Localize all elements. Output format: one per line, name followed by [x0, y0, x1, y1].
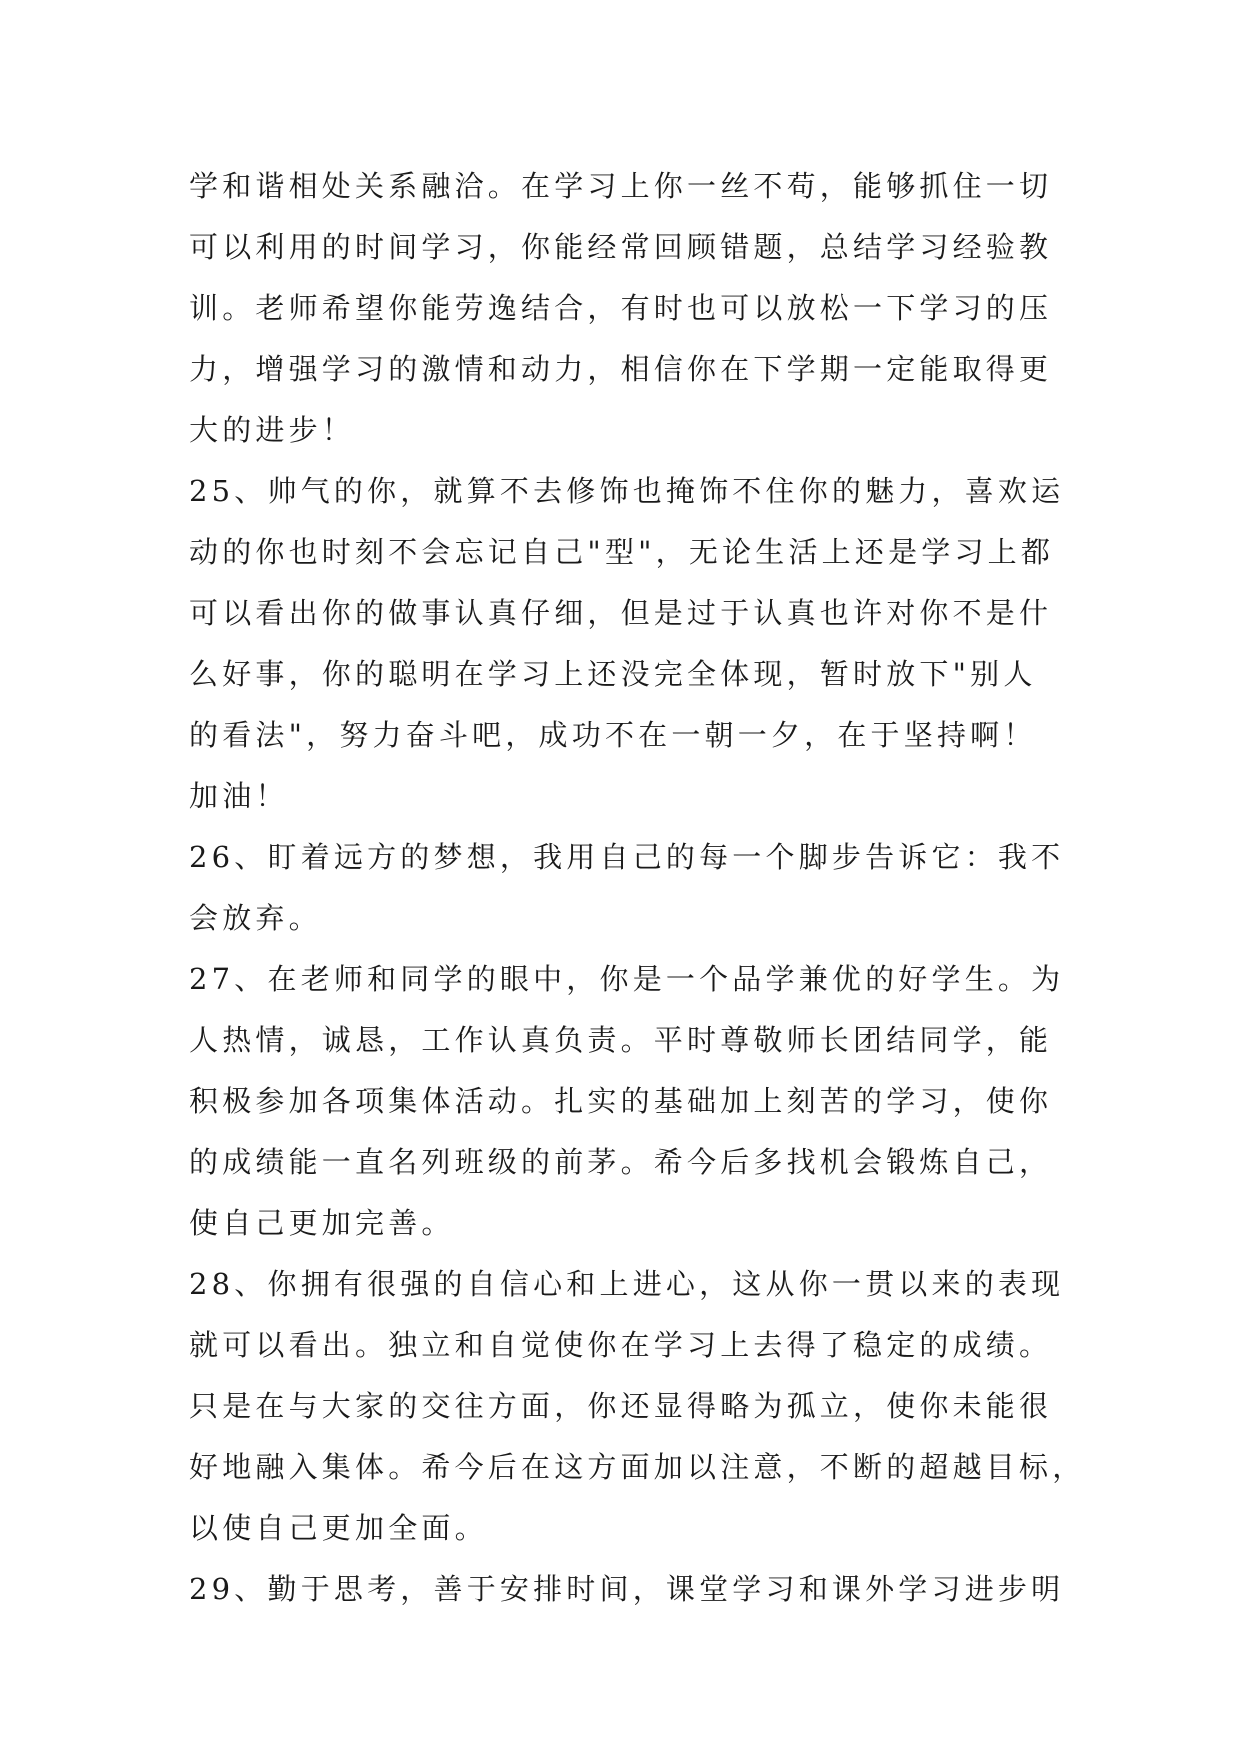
text-line: 的成绩能一直名列班级的前茅。希今后多找机会锻炼自己，: [189, 1145, 1053, 1179]
text-line: 25、帅气的你，就算不去修饰也掩饰不住你的魅力，喜欢运: [189, 474, 1065, 508]
text-line: 会放弃。: [189, 901, 322, 935]
document-body: [189, 156, 1086, 1620]
text-line: 加油！: [189, 779, 289, 813]
text-line: 的看法"，努力奋斗吧，成功不在一朝一夕，在于坚持啊！: [189, 718, 1037, 752]
text-line: 么好事，你的聪明在学习上还没完全体现，暂时放下"别人: [189, 657, 1037, 691]
text-line: 使自己更加完善。: [189, 1206, 455, 1240]
text-line: 以使自己更加全面。: [189, 1511, 488, 1545]
text-line: 27、在老师和同学的眼中，你是一个品学兼优的好学生。为: [189, 962, 1065, 996]
text-line: 动的你也时刻不会忘记自己"型"，无论生活上还是学习上都: [189, 535, 1055, 569]
text-line: 人热情，诚恳，工作认真负责。平时尊敬师长团结同学，能: [189, 1023, 1053, 1057]
text-line: 大的进步！: [189, 413, 356, 447]
text-line: 就可以看出。独立和自觉使你在学习上去得了稳定的成绩。: [189, 1328, 1053, 1362]
text-line: 26、盯着远方的梦想，我用自己的每一个脚步告诉它：我不: [189, 840, 1065, 874]
text-line: 好地融入集体。希今后在这方面加以注意，不断的超越目标，: [189, 1450, 1086, 1484]
text-line: 只是在与大家的交往方面，你还显得略为孤立，使你未能很: [189, 1389, 1053, 1423]
text-line: 可以看出你的做事认真仔细，但是过于认真也许对你不是什: [189, 596, 1053, 630]
text-line: 28、你拥有很强的自信心和上进心，这从你一贯以来的表现: [189, 1267, 1065, 1301]
text-line: 训。老师希望你能劳逸结合，有时也可以放松一下学习的压: [189, 291, 1053, 325]
text-line: 学和谐相处关系融洽。在学习上你一丝不苟，能够抓住一切: [189, 169, 1053, 203]
text-line: 29、勤于思考，善于安排时间，课堂学习和课外学习进步明: [189, 1572, 1065, 1606]
text-line: 可以利用的时间学习，你能经常回顾错题，总结学习经验教: [189, 230, 1053, 264]
text-line: 积极参加各项集体活动。扎实的基础加上刻苦的学习，使你: [189, 1084, 1053, 1118]
text-line: 力，增强学习的激情和动力，相信你在下学期一定能取得更: [189, 352, 1053, 386]
